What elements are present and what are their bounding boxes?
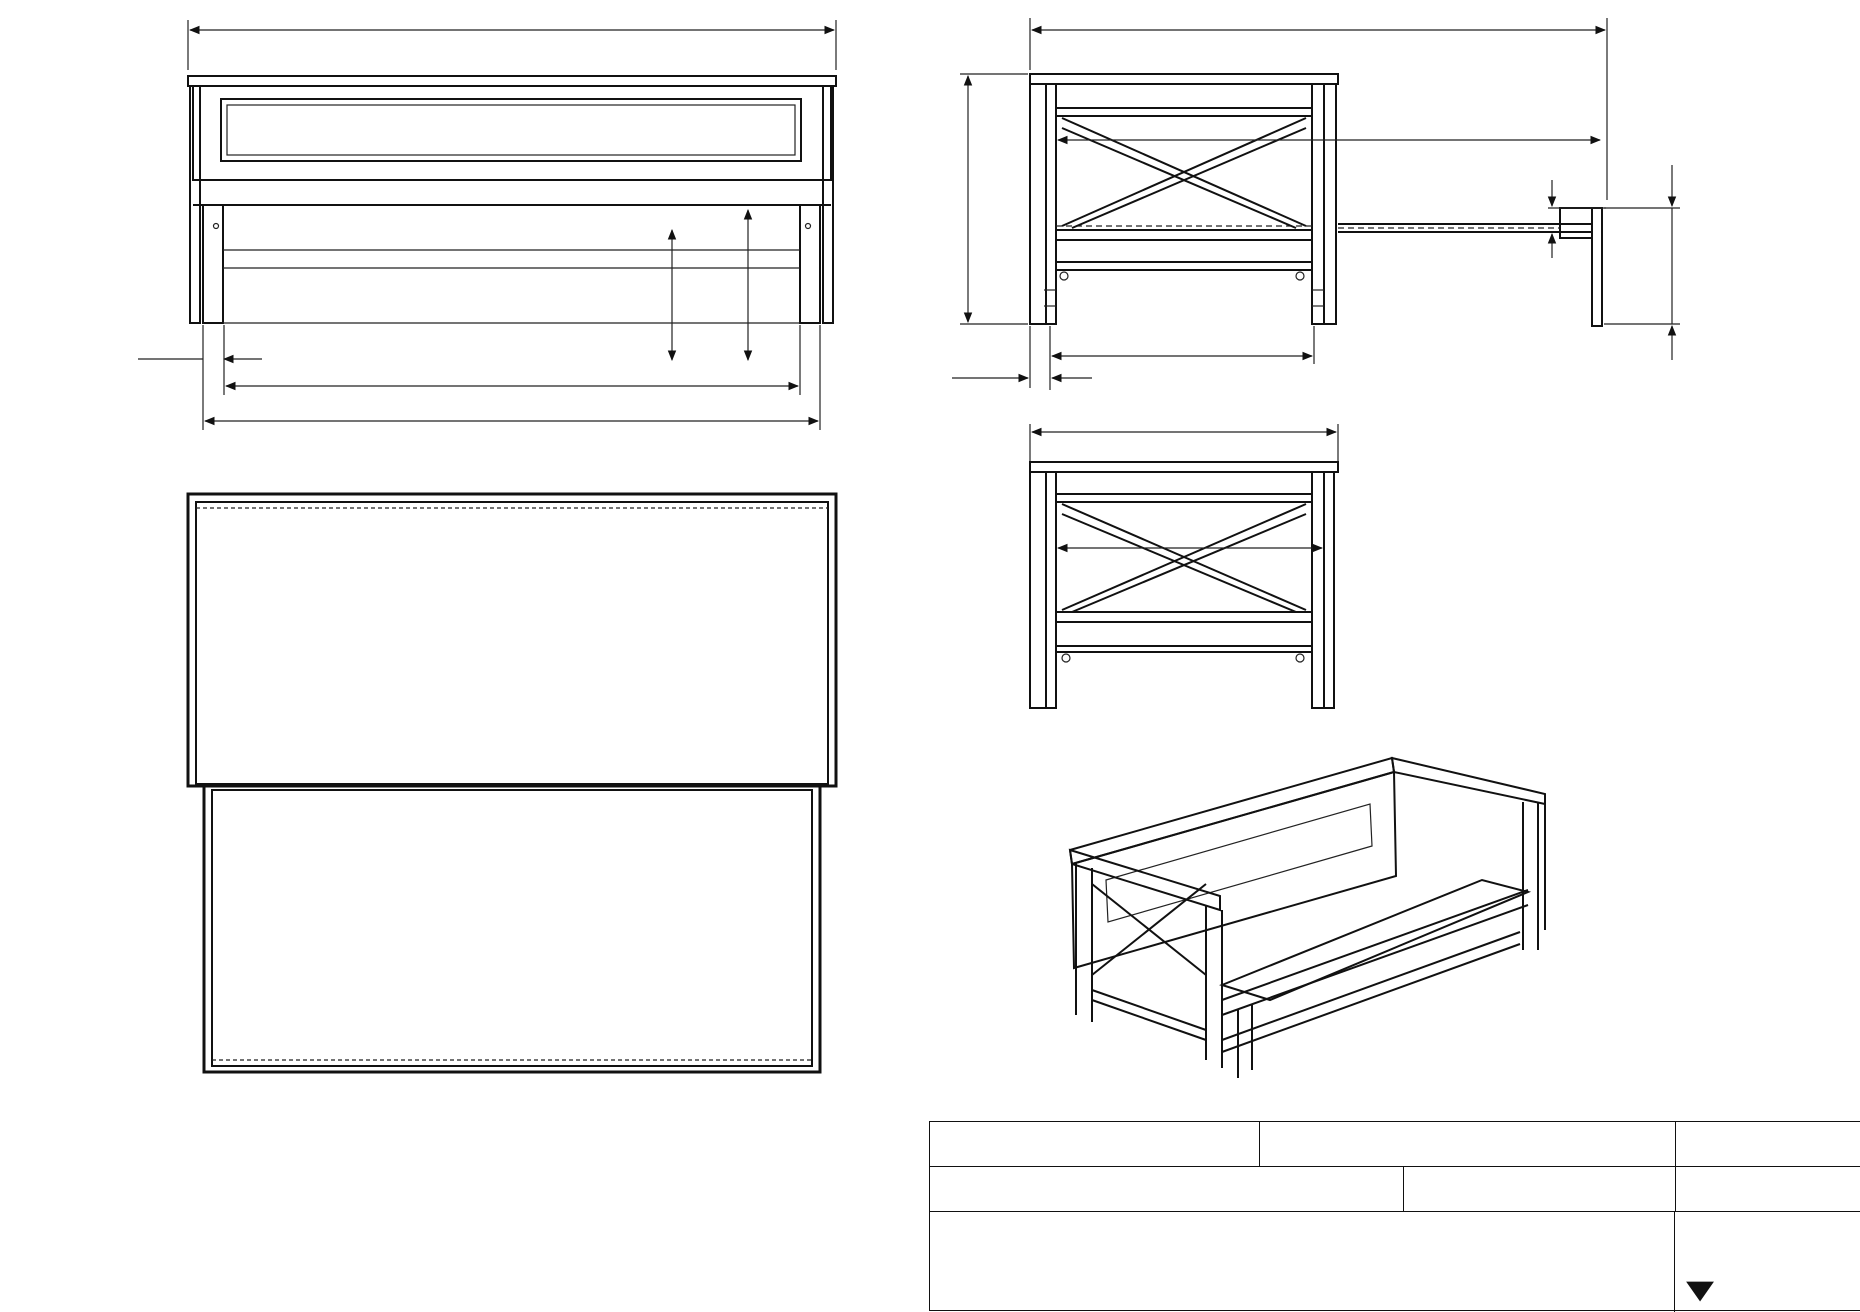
legal-notice [930, 1212, 1675, 1312]
side-elevation-closed-view [1030, 424, 1338, 708]
title-block [929, 1121, 1860, 1311]
title-dimensions [930, 1167, 1404, 1212]
title-date [1676, 1167, 1860, 1212]
title-page [1676, 1122, 1860, 1167]
title-description [1260, 1122, 1676, 1167]
isometric-view [1070, 758, 1545, 1078]
vipack-logo-icon: ▼ [1676, 1271, 1730, 1309]
side-elevation-extended-view [952, 18, 1680, 390]
vipack-logo [1676, 1266, 1736, 1311]
title-model [930, 1122, 1260, 1167]
plan-view [188, 494, 836, 1072]
title-material [1404, 1167, 1676, 1212]
front-elevation-view [138, 20, 836, 430]
copyright-notice [1676, 1212, 1682, 1218]
